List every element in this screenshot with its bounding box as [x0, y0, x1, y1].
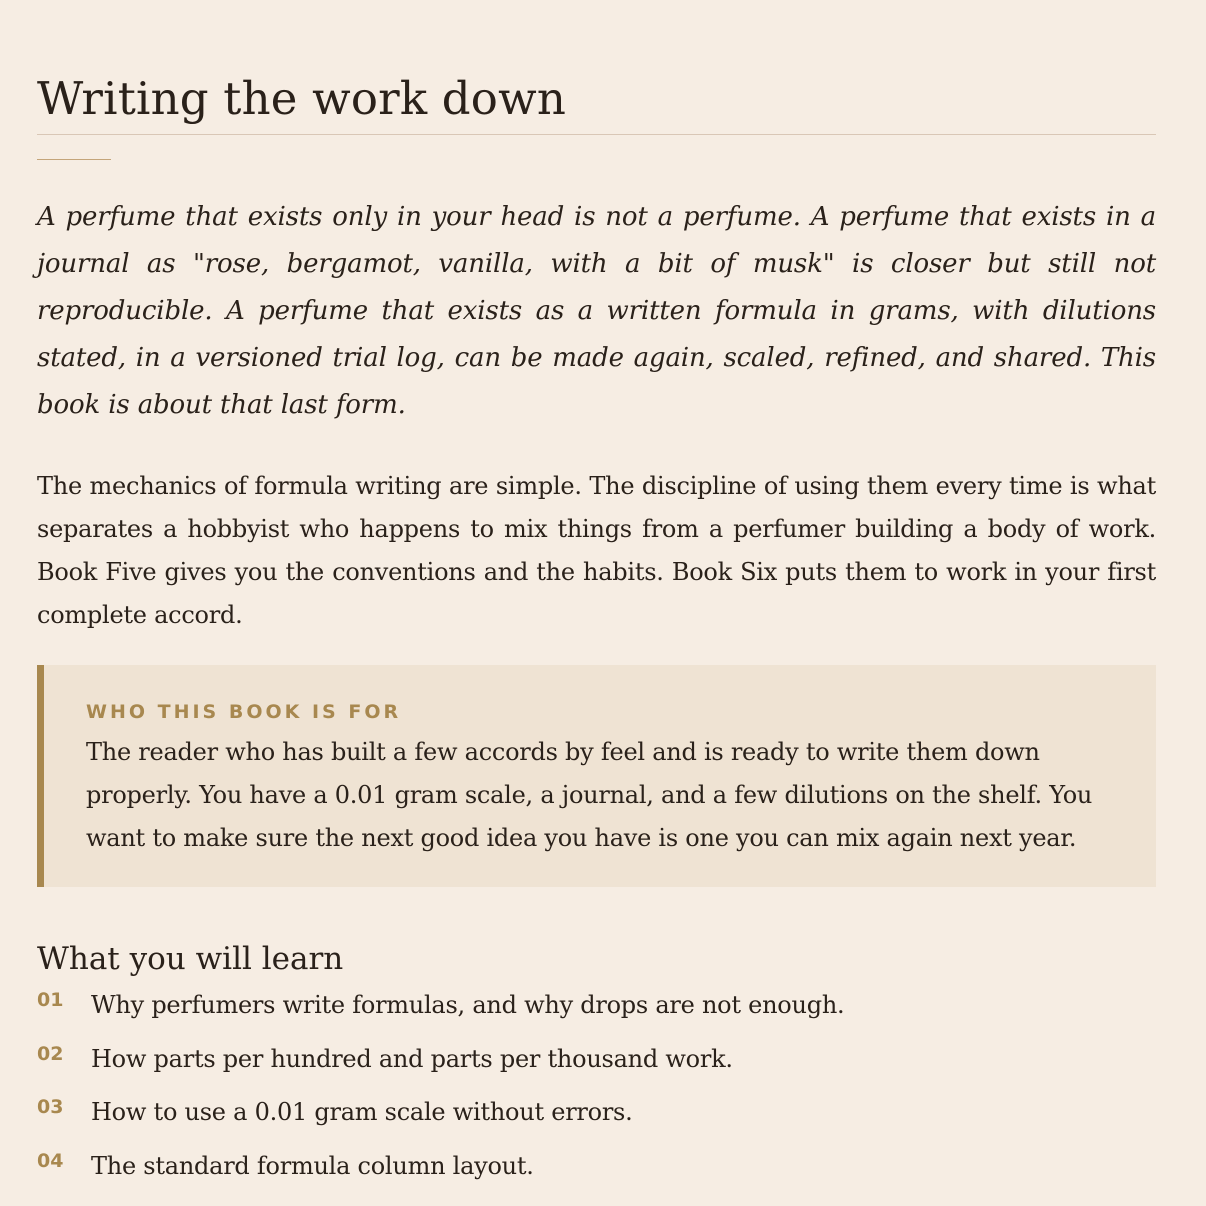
chapter-lede: A perfume that exists only in your head is not a perfume. A perfume that exists in a journal as "rose, bergamot, vanilla, with a bit of musk" is closer but still not reproducible. A perfume that exists as a written formula in grams, with dilutions stated, in a versioned trial log, can be made again, scaled, refined, and shared. This book is about that last form. — [37, 202, 1156, 420]
learn-item-number: 03 — [37, 1096, 64, 1118]
chapter-title: Writing the work down — [37, 72, 566, 125]
learn-item-number: 02 — [37, 1042, 64, 1065]
learn-list — [37, 991, 1156, 1205]
learn-item — [37, 1042, 1156, 1099]
title-accent-rule — [37, 159, 111, 160]
learn-item-text: How parts per hundred and parts per thousand work. — [91, 1044, 733, 1073]
learn-item-text: How to use a 0.01 gram scale without errors. — [91, 1098, 633, 1126]
callout-text: The reader who has built a few accords by feel and is ready to write them down properly. You have a 0.01 gram scale, a journal, and a few dilutions on the shelf. You want to make sure the next good idea you have is one you can mix again next year. — [86, 738, 1093, 852]
learn-item-text: The standard formula column layout. — [91, 1151, 534, 1180]
learn-item — [37, 991, 1156, 1045]
chapter-body-paragraph: The mechanics of formula writing are simple. The discipline of using them every time is what separates a hobbyist who happens to mix things from a perfumer building a body of work. Book Five gives you the conventions and the habits. Book Six puts them to work in your first complete accord. — [37, 472, 1156, 629]
learn-item — [37, 1149, 1156, 1206]
title-divider — [37, 134, 1156, 135]
audience-callout — [37, 665, 1156, 887]
learn-item-text: Why perfumers write formulas, and why drops are not enough. — [91, 991, 845, 1019]
learn-section-title: What you will learn — [37, 941, 344, 977]
learn-item-number: 04 — [37, 1149, 64, 1172]
callout-label: WHO THIS BOOK IS FOR — [86, 701, 402, 723]
learn-item — [37, 1098, 1156, 1152]
learn-item-number: 01 — [37, 989, 64, 1011]
